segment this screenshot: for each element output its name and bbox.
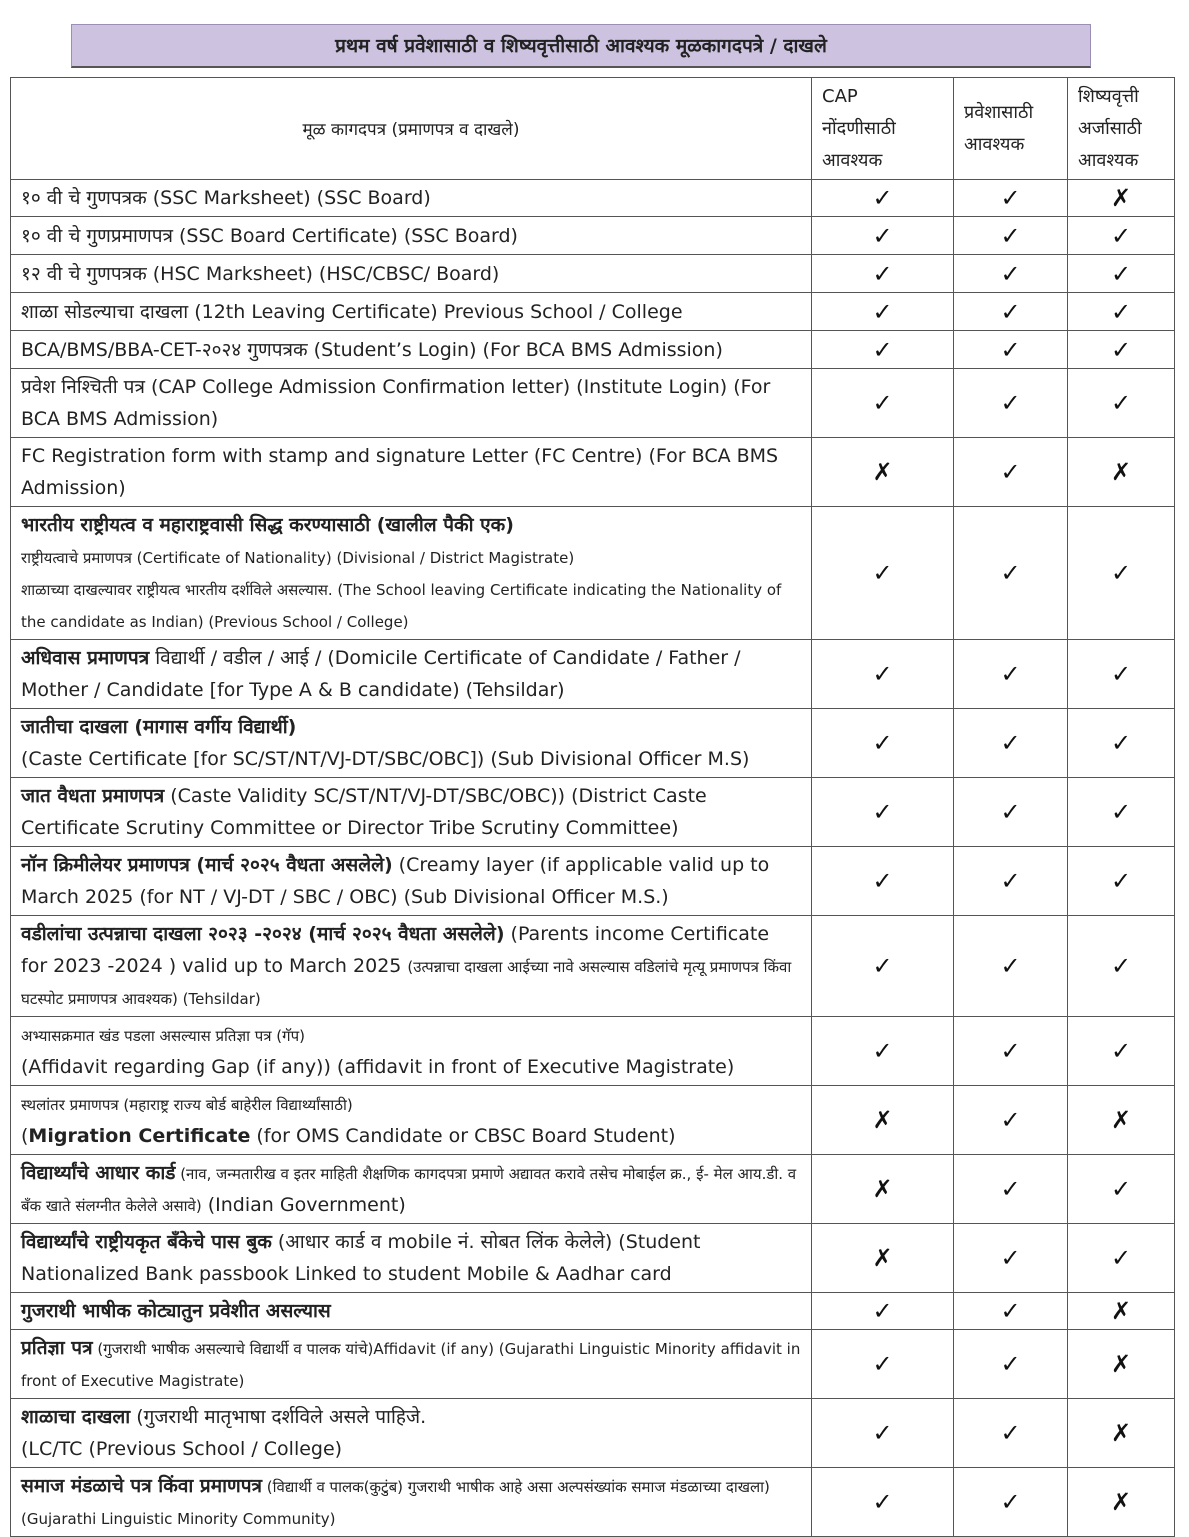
cross-icon: ✗	[1068, 1086, 1175, 1155]
table-row	[11, 709, 1175, 778]
document-text: विद्यार्थी / वडील / आई / (Domicile Certificate of Candidate / Father / Mother / Candidate [for Type A & B candidate) (Tehsildar)	[21, 647, 741, 701]
document-name	[11, 1399, 812, 1468]
cross-icon: ✗	[812, 1086, 954, 1155]
document-line	[21, 711, 801, 743]
document-text: गुजराथी भाषीक कोट्यातुन प्रवेशीत असल्यास	[21, 1300, 331, 1322]
header-scholarship	[1068, 78, 1175, 180]
check-icon: ✓	[1068, 640, 1175, 709]
header-cap-line: नोंदणीसाठी	[822, 117, 896, 139]
document-text: अभ्यासक्रमात खंड पडला असल्यास प्रतिज्ञा पत्र (गॅप)	[21, 1027, 305, 1045]
check-icon: ✓	[1068, 709, 1175, 778]
table-row	[11, 180, 1175, 217]
document-name	[11, 1017, 812, 1086]
table-row	[11, 916, 1175, 1017]
check-icon: ✓	[954, 293, 1068, 331]
document-line	[21, 918, 801, 1014]
table-row	[11, 293, 1175, 331]
check-icon: ✓	[954, 1468, 1068, 1537]
check-icon: ✓	[954, 507, 1068, 640]
header-admission-line: प्रवेशासाठी	[964, 101, 1034, 123]
document-text: (उत्पन्नाचा दाखला आईच्या नावे असल्यास वडिलांचे मृत्यू प्रमाणपत्र किंवा घटस्पोट प्रमाणपत्र आवश्यक) (Tehsildar)	[21, 958, 792, 1008]
document-name	[11, 369, 812, 438]
document-text: १० वी चे गुणपत्रक (SSC Marksheet) (SSC Board)	[21, 187, 431, 209]
document-name	[11, 916, 812, 1017]
document-name	[11, 331, 812, 369]
header-document: मूळ कागदपत्र (प्रमाणपत्र व दाखले)	[11, 78, 812, 180]
document-text: भारतीय राष्ट्रीयत्व व महाराष्ट्रवासी सिद्ध करण्यासाठी (खालील पैकी एक)	[21, 514, 514, 536]
document-line	[21, 642, 801, 706]
document-line	[21, 1120, 801, 1152]
document-line	[21, 182, 801, 214]
cross-icon: ✗	[1068, 1399, 1175, 1468]
check-icon: ✓	[954, 1330, 1068, 1399]
header-row	[11, 78, 1175, 180]
table-row	[11, 438, 1175, 507]
table-row	[11, 640, 1175, 709]
document-text: अधिवास प्रमाणपत्र	[21, 647, 150, 669]
document-name	[11, 293, 812, 331]
document-line	[21, 1470, 801, 1534]
check-icon: ✓	[1068, 1017, 1175, 1086]
check-icon: ✓	[954, 180, 1068, 217]
check-icon: ✓	[1068, 916, 1175, 1017]
document-line	[21, 296, 801, 328]
document-text: वडीलांचा उत्पन्नाचा दाखला २०२३ -२०२४ (मार्च २०२५ वैधता असलेले)	[21, 923, 505, 945]
document-line	[21, 541, 801, 573]
check-icon: ✓	[812, 255, 954, 293]
document-line	[21, 440, 801, 504]
document-line	[21, 849, 801, 913]
cross-icon: ✗	[812, 1155, 954, 1224]
document-text: जातीचा दाखला (मागास वर्गीय विद्यार्थी)	[21, 716, 297, 738]
check-icon: ✓	[954, 217, 1068, 255]
table-row	[11, 1468, 1175, 1537]
header-cap-line: आवश्यक	[822, 149, 883, 171]
check-icon: ✓	[812, 507, 954, 640]
documents-table	[10, 77, 1175, 1537]
table-row	[11, 1330, 1175, 1399]
check-icon: ✓	[954, 369, 1068, 438]
document-name	[11, 640, 812, 709]
check-icon: ✓	[954, 916, 1068, 1017]
document-text: (गुजराथी भाषीक असल्याचे विद्यार्थी व पालक यांचे)Affidavit (if any) (Gujarathi Linguistic Minority affidavit in front of Executive Magistrate)	[21, 1340, 801, 1390]
document-name	[11, 1224, 812, 1293]
check-icon: ✓	[812, 1399, 954, 1468]
document-name	[11, 1086, 812, 1155]
document-name	[11, 709, 812, 778]
document-text: १० वी चे गुणप्रमाणपत्र (SSC Board Certificate) (SSC Board)	[21, 224, 518, 247]
check-icon: ✓	[812, 1330, 954, 1399]
check-icon: ✓	[954, 640, 1068, 709]
check-icon: ✓	[812, 1017, 954, 1086]
document-text: विद्यार्थ्यांचे आधार कार्ड	[21, 1162, 176, 1184]
table-row	[11, 331, 1175, 369]
document-name	[11, 1155, 812, 1224]
table-row	[11, 1399, 1175, 1468]
document-text: (Caste Certificate [for SC/ST/NT/VJ-DT/SBC/OBC]) (Sub Divisional Officer M.S)	[21, 748, 750, 770]
table-row	[11, 778, 1175, 847]
check-icon: ✓	[954, 1086, 1068, 1155]
check-icon: ✓	[954, 1017, 1068, 1086]
check-icon: ✓	[812, 369, 954, 438]
document-text: (Creamy layer (if applicable valid up to March 2025 (for NT / VJ-DT / SBC / OBC) (Sub Divisional Officer M.S.)	[21, 854, 770, 908]
document-name	[11, 778, 812, 847]
document-text: (	[21, 1125, 29, 1147]
document-text: (Caste Validity SC/ST/NT/VJ-DT/SBC/OBC)) (District Caste Certificate Scrutiny Committee or Director Tribe Scrutiny Committee)	[21, 785, 707, 839]
table-row	[11, 255, 1175, 293]
check-icon: ✓	[1068, 847, 1175, 916]
check-icon: ✓	[954, 709, 1068, 778]
check-icon: ✓	[812, 293, 954, 331]
document-text: Migration Certificate	[28, 1125, 251, 1147]
check-icon: ✓	[954, 438, 1068, 507]
header-cap	[812, 78, 954, 180]
document-line	[21, 573, 801, 637]
document-name	[11, 255, 812, 293]
document-text: FC Registration form with stamp and signature Letter (FC Centre) (For BCA BMS Admission)	[21, 445, 779, 499]
cross-icon: ✗	[1068, 180, 1175, 217]
check-icon: ✓	[812, 180, 954, 217]
document-line	[21, 1401, 801, 1433]
document-line	[21, 220, 801, 252]
check-icon: ✓	[812, 778, 954, 847]
document-line	[21, 1295, 801, 1327]
header-scholarship-line: आवश्यक	[1078, 149, 1139, 171]
check-icon: ✓	[812, 1468, 954, 1537]
table-row	[11, 217, 1175, 255]
header-scholarship-line: शिष्यवृत्ती	[1078, 85, 1139, 107]
cross-icon: ✗	[812, 438, 954, 507]
check-icon: ✓	[812, 640, 954, 709]
table-row	[11, 1224, 1175, 1293]
header-admission	[954, 78, 1068, 180]
document-name	[11, 180, 812, 217]
check-icon: ✓	[954, 331, 1068, 369]
document-text: नॉन क्रिमीलेयर प्रमाणपत्र (मार्च २०२५ वैधता असलेले)	[21, 854, 393, 876]
page-title: प्रथम वर्ष प्रवेशासाठी व शिष्यवृत्तीसाठी आवश्यक मूळकागदपत्रे / दाखले	[71, 24, 1091, 68]
check-icon: ✓	[954, 1224, 1068, 1293]
cross-icon: ✗	[1068, 438, 1175, 507]
document-line	[21, 1226, 801, 1290]
document-line	[21, 1051, 801, 1083]
document-name	[11, 507, 812, 640]
document-text: स्थलांतर प्रमाणपत्र (महाराष्ट्र राज्य बोर्ड बाहेरील विद्यार्थ्यांसाठी)	[21, 1096, 353, 1114]
document-line	[21, 1433, 801, 1465]
document-text: विद्यार्थ्यांचे राष्ट्रीयकृत बँकेचे पास बुक	[21, 1231, 272, 1253]
table-row	[11, 1086, 1175, 1155]
document-text: समाज मंडळाचे पत्र किंवा प्रमाणपत्र	[21, 1475, 263, 1497]
document-line	[21, 258, 801, 290]
check-icon: ✓	[812, 916, 954, 1017]
document-text: (विद्यार्थी व पालक(कुटुंब) गुजराथी भाषीक आहे असा अल्पसंख्यांक समाज मंडळाच्या दाखला) (Gujarathi Linguistic Minority Community)	[21, 1478, 770, 1528]
document-text: शाळा सोडल्याचा दाखला (12th Leaving Certificate) Previous School / College	[21, 300, 683, 323]
check-icon: ✓	[1068, 331, 1175, 369]
document-text: (LC/TC (Previous School / College)	[21, 1438, 343, 1460]
document-text: शाळाच्या दाखल्यावर राष्ट्रीयत्व भारतीय दर्शविले असल्यास. (The School leaving Certificate indicating the Nationality of the candidate as Indian) (Previous School / College)	[21, 581, 782, 631]
check-icon: ✓	[1068, 507, 1175, 640]
header-scholarship-line: अर्जासाठी	[1078, 117, 1142, 139]
document-name	[11, 1330, 812, 1399]
document-name	[11, 217, 812, 255]
check-icon: ✓	[954, 1399, 1068, 1468]
document-line	[21, 334, 801, 366]
document-line	[21, 371, 801, 435]
document-text: प्रतिज्ञा पत्र	[21, 1337, 93, 1359]
check-icon: ✓	[954, 847, 1068, 916]
cross-icon: ✗	[1068, 1468, 1175, 1537]
table-row	[11, 369, 1175, 438]
check-icon: ✓	[954, 1293, 1068, 1330]
document-text: (नाव, जन्मतारीख व इतर माहिती शैक्षणिक कागदपत्रा प्रमाणे अद्यावत करावे तसेच मोबाईल क्र., ई- मेल आय.डी. व बँक खाते संलग्नीत केलेले असावे)	[21, 1165, 797, 1215]
document-text: प्रवेश निश्चिती पत्र (CAP College Admission Confirmation letter) (Institute Login) (For BCA BMS Admission)	[21, 376, 771, 430]
table-row	[11, 1155, 1175, 1224]
document-text: शाळाचा दाखला	[21, 1406, 131, 1428]
cross-icon: ✗	[812, 1224, 954, 1293]
document-text: जात वैधता प्रमाणपत्र	[21, 785, 165, 807]
document-text: (Parents income Certificate for 2023 -2024 ) valid up to March 2025	[21, 923, 770, 977]
document-text: (Indian Government)	[201, 1194, 406, 1216]
document-text: (आधार कार्ड व mobile नं. सोबत लिंक केलेले) (Student Nationalized Bank passbook Linked to student Mobile & Aadhar card	[21, 1231, 701, 1285]
check-icon: ✓	[954, 1155, 1068, 1224]
header-cap-line: CAP	[822, 85, 858, 107]
check-icon: ✓	[1068, 1224, 1175, 1293]
document-name	[11, 847, 812, 916]
document-text: BCA/BMS/BBA-CET-२०२४ गुणपत्रक (Student’s Login) (For BCA BMS Admission)	[21, 338, 723, 361]
check-icon: ✓	[812, 331, 954, 369]
check-icon: ✓	[812, 847, 954, 916]
check-icon: ✓	[812, 217, 954, 255]
document-line	[21, 1157, 801, 1221]
check-icon: ✓	[1068, 1155, 1175, 1224]
header-admission-line: आवश्यक	[964, 133, 1025, 155]
check-icon: ✓	[812, 709, 954, 778]
document-name	[11, 1293, 812, 1330]
check-icon: ✓	[954, 778, 1068, 847]
document-text: (for OMS Candidate or CBSC Board Student)	[250, 1125, 676, 1147]
document-text: (गुजराथी मातृभाषा दर्शविले असले पाहिजे.	[130, 1406, 427, 1428]
check-icon: ✓	[1068, 255, 1175, 293]
document-line	[21, 1332, 801, 1396]
check-icon: ✓	[1068, 778, 1175, 847]
check-icon: ✓	[1068, 369, 1175, 438]
check-icon: ✓	[954, 255, 1068, 293]
check-icon: ✓	[1068, 217, 1175, 255]
cross-icon: ✗	[1068, 1330, 1175, 1399]
document-text: राष्ट्रीयत्वाचे प्रमाणपत्र (Certificate of Nationality) (Divisional / District Magistrate)	[21, 549, 575, 567]
document-line	[21, 743, 801, 775]
check-icon: ✓	[812, 1293, 954, 1330]
table-row	[11, 847, 1175, 916]
document-name	[11, 438, 812, 507]
table-row	[11, 1293, 1175, 1330]
document-line	[21, 1088, 801, 1120]
table-row	[11, 1017, 1175, 1086]
check-icon: ✓	[1068, 293, 1175, 331]
document-name	[11, 1468, 812, 1537]
document-line	[21, 780, 801, 844]
document-text: १२ वी चे गुणपत्रक (HSC Marksheet) (HSC/CBSC/ Board)	[21, 262, 500, 285]
table-row	[11, 507, 1175, 640]
document-line	[21, 1019, 801, 1051]
cross-icon: ✗	[1068, 1293, 1175, 1330]
document-line	[21, 509, 801, 541]
document-text: (Affidavit regarding Gap (if any)) (affidavit in front of Executive Magistrate)	[21, 1056, 735, 1078]
